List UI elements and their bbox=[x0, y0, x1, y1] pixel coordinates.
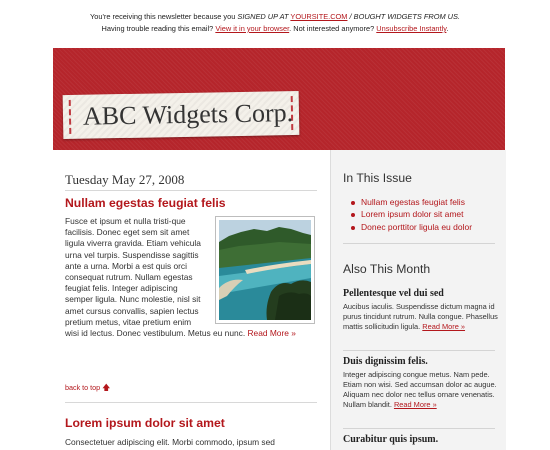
article-1-read-more-link[interactable]: Read More » bbox=[247, 328, 296, 339]
beach-photo-image bbox=[219, 220, 311, 320]
newsletter-header bbox=[53, 48, 505, 150]
notice-line-2: Having trouble reading this email? View it in your browser. Not interested anymore? Unsubscribe Instantly. bbox=[101, 24, 449, 33]
view-in-browser-link[interactable]: View it in your browser bbox=[215, 24, 290, 33]
article-1-title[interactable]: Nullam egestas feugiat felis bbox=[65, 196, 226, 210]
sidebar-divider bbox=[343, 243, 495, 244]
month-item-1-text: Aucibus iaculis. Suspendisse dictum magna id purus tincidunt rutrum. Nulla congue. Phasellus mattis sollicitudin ligula. Read More » bbox=[343, 302, 498, 331]
issue-item[interactable]: Nullam egestas feugiat felis bbox=[351, 196, 472, 208]
sidebar bbox=[330, 150, 506, 450]
issue-item[interactable]: Lorem ipsum dolor sit amet bbox=[351, 208, 472, 220]
unsubscribe-link[interactable]: Unsubscribe Instantly bbox=[376, 24, 447, 33]
issue-item[interactable]: Donec porttitor ligula eu dolor bbox=[351, 221, 472, 233]
bullet-icon bbox=[351, 213, 355, 217]
beach-photo bbox=[215, 216, 315, 324]
company-title: ABC Widgets Corp. bbox=[82, 98, 294, 131]
article-2-title[interactable]: Lorem ipsum dolor sit amet bbox=[65, 416, 225, 430]
month-item-2-text: Integer adipiscing congue metus. Nam pede. Etiam non wisi. Sed accumsan dolor ac augue. Aliquam nec dolor nec tellus ornare venenatis. Nullam blandit. Read More » bbox=[343, 370, 497, 409]
yoursite-link[interactable]: YOURSITE.COM bbox=[290, 12, 348, 21]
month-item-3-title: Curabitur quis ipsum. bbox=[343, 434, 439, 445]
article-1-body: Fusce et ipsum et nulla tristi-que facilisis. Donec eget sem sit amet ligula viverra gravida. Etiam vehicula urna vel turpis. Suspendisse sagittis ante a urna. Morbi a est quis orci consequat rutrum. Nullam egestas feugiat felis. Integer adipiscing semper ligula. Nunc molestie, nisl sit amet cursus convallis, sapien lectus pretium metus, vitae pretium enim wisi id lectus. Donec vestibulum. Metus eu nunc. Read More » bbox=[65, 216, 315, 339]
bullet-icon bbox=[351, 201, 355, 205]
notice-line-1: You're receiving this newsletter because you SIGNED UP AT YOURSITE.COM / BOUGHT WIDGETS FROM US. bbox=[90, 12, 460, 21]
month-item-1-title: Pellentesque vel dui sed bbox=[343, 288, 444, 299]
main-column bbox=[53, 150, 330, 450]
newsletter-notice bbox=[0, 11, 550, 35]
stitch-left bbox=[69, 100, 72, 134]
article-divider bbox=[65, 402, 317, 403]
back-to-top-link[interactable]: back to top 🡅 bbox=[65, 383, 111, 392]
month-item-1-read-more-link[interactable]: Read More » bbox=[422, 322, 466, 331]
issue-date: Tuesday May 27, 2008 bbox=[65, 172, 185, 187]
article-2-body: Consectetuer adipiscing elit. Morbi commodo, ipsum sed bbox=[65, 437, 275, 447]
arrow-up-icon: 🡅 bbox=[102, 383, 111, 392]
month-item-2-read-more-link[interactable]: Read More » bbox=[393, 400, 437, 409]
in-this-issue-heading: In This Issue bbox=[343, 171, 412, 185]
issue-list bbox=[351, 196, 472, 233]
date-divider bbox=[65, 190, 317, 191]
logo-tag bbox=[63, 91, 300, 139]
month-item-2-title: Duis dignissim felis. bbox=[343, 356, 428, 367]
sidebar-divider bbox=[343, 350, 495, 351]
sidebar-divider bbox=[343, 428, 495, 429]
bullet-icon bbox=[351, 226, 355, 230]
also-this-month-heading: Also This Month bbox=[343, 262, 431, 276]
